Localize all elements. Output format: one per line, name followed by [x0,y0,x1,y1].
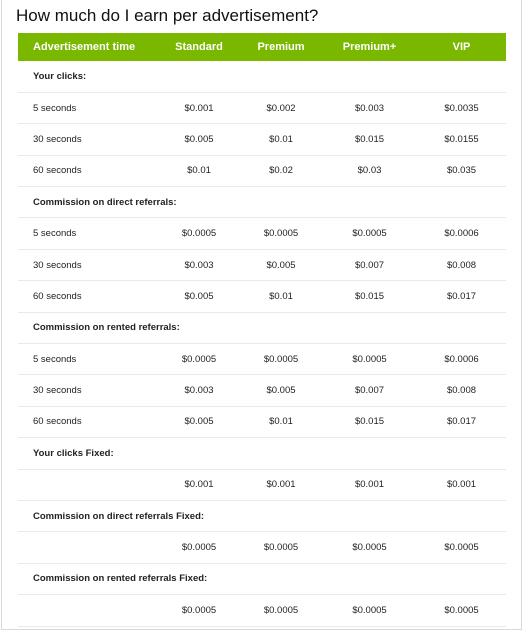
premium-plus-cell: $0.03 [322,155,417,186]
table-row [18,375,506,406]
premium-plus-cell: $0.007 [322,249,417,280]
premium-cell: $0.002 [240,92,322,123]
premium-cell: $0.01 [240,406,322,437]
standard-cell: $0.0005 [158,595,240,626]
earnings-table [18,33,506,627]
time-cell: 5 seconds [18,92,158,123]
standard-cell: $0.0005 [158,344,240,375]
premium-cell: $0.01 [240,124,322,155]
premium-cell: $0.0005 [240,344,322,375]
table-row [18,406,506,437]
section-header-row [18,61,506,92]
time-cell [18,469,158,500]
section-label: Your clicks: [18,61,506,92]
table-row [18,532,506,563]
vip-cell: $0.0005 [417,595,506,626]
standard-cell: $0.005 [158,124,240,155]
section-header-row [18,500,506,531]
premium-cell: $0.001 [240,469,322,500]
section-header-row [18,187,506,218]
table-row [18,469,506,500]
column-header-standard: Standard [175,41,223,53]
section-header-row [18,563,506,594]
vip-cell: $0.0005 [417,532,506,563]
premium-cell: $0.005 [240,249,322,280]
table-row [18,155,506,186]
premium-cell: $0.0005 [240,218,322,249]
table-row [18,124,506,155]
standard-cell: $0.001 [158,92,240,123]
column-header-premium: Premium [257,41,305,53]
premium-plus-cell: $0.003 [322,92,417,123]
time-cell: 60 seconds [18,406,158,437]
table-row [18,92,506,123]
table-row [18,281,506,312]
section-label: Your clicks Fixed: [18,438,506,469]
table-header-row [18,33,506,61]
time-cell [18,595,158,626]
column-header-premium-plus: Premium+ [342,41,397,53]
standard-cell: $0.003 [158,375,240,406]
premium-cell: $0.0005 [240,595,322,626]
column-header-advertisement-time: Advertisement time [33,41,136,53]
vip-cell: $0.035 [417,155,506,186]
vip-cell: $0.008 [417,249,506,280]
standard-cell: $0.0005 [158,532,240,563]
premium-cell: $0.02 [240,155,322,186]
premium-plus-cell: $0.015 [322,281,417,312]
time-cell: 30 seconds [18,375,158,406]
vip-cell: $0.008 [417,375,506,406]
vip-cell: $0.0006 [417,218,506,249]
table-row [18,218,506,249]
premium-plus-cell: $0.015 [322,124,417,155]
standard-cell: $0.005 [158,281,240,312]
vip-cell: $0.017 [417,281,506,312]
vip-cell: $0.017 [417,406,506,437]
premium-cell: $0.01 [240,281,322,312]
premium-plus-cell: $0.001 [322,469,417,500]
vip-cell: $0.0006 [417,344,506,375]
section-header-row [18,312,506,343]
premium-cell: $0.0005 [240,532,322,563]
section-header-row [18,438,506,469]
time-cell: 5 seconds [18,344,158,375]
premium-cell: $0.005 [240,375,322,406]
table-row [18,344,506,375]
time-cell [18,532,158,563]
premium-plus-cell: $0.0005 [322,532,417,563]
time-cell: 60 seconds [18,281,158,312]
column-header-vip: VIP [452,41,471,53]
section-label: Commission on direct referrals: [18,187,506,218]
section-label: Commission on rented referrals Fixed: [18,563,506,594]
page-title: How much do I earn per advertisement? [16,6,319,25]
time-cell: 30 seconds [18,249,158,280]
vip-cell: $0.0035 [417,92,506,123]
premium-plus-cell: $0.0005 [322,218,417,249]
section-label: Commission on rented referrals: [18,312,506,343]
standard-cell: $0.0005 [158,218,240,249]
section-label: Commission on direct referrals Fixed: [18,500,506,531]
standard-cell: $0.005 [158,406,240,437]
vip-cell: $0.0155 [417,124,506,155]
premium-plus-cell: $0.0005 [322,595,417,626]
table-body [18,61,506,626]
premium-plus-cell: $0.0005 [322,344,417,375]
page-frame [1,0,522,630]
vip-cell: $0.001 [417,469,506,500]
time-cell: 60 seconds [18,155,158,186]
table-row [18,249,506,280]
standard-cell: $0.003 [158,249,240,280]
time-cell: 30 seconds [18,124,158,155]
premium-plus-cell: $0.007 [322,375,417,406]
premium-plus-cell: $0.015 [322,406,417,437]
standard-cell: $0.01 [158,155,240,186]
standard-cell: $0.001 [158,469,240,500]
table-row [18,595,506,626]
time-cell: 5 seconds [18,218,158,249]
